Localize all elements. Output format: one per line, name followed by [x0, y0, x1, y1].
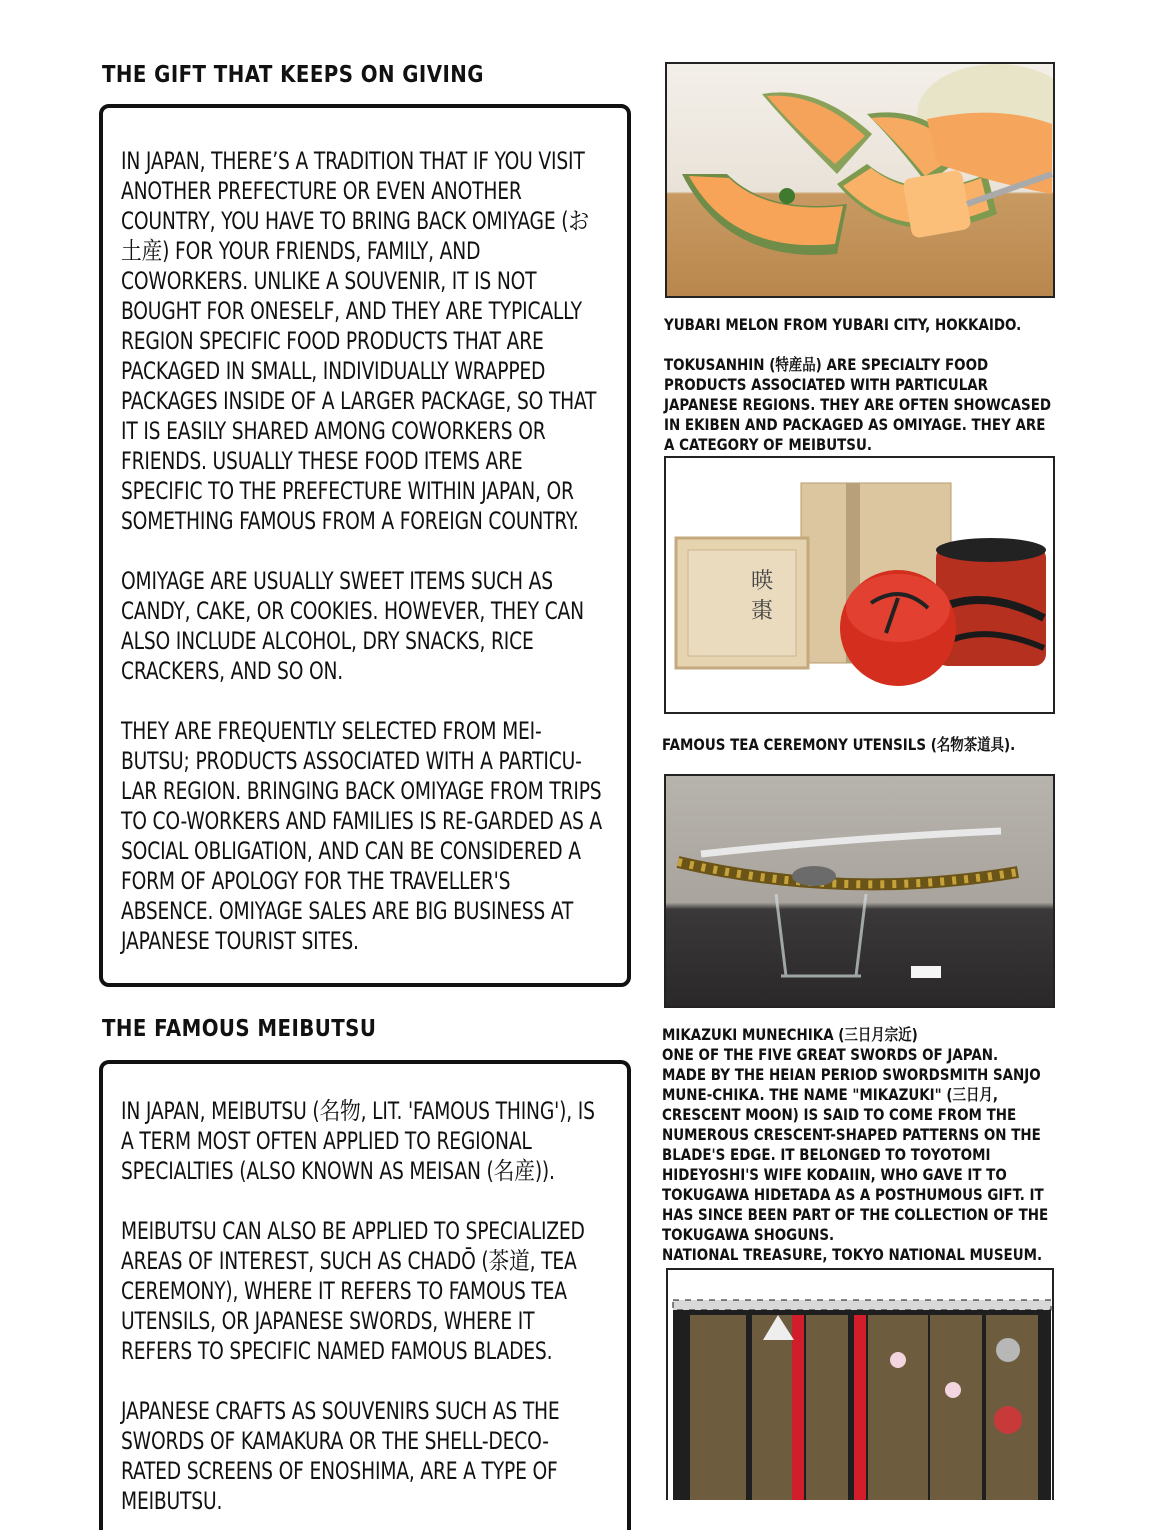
section-heading-gift: THE GIFT THAT KEEPS ON GIVING — [102, 62, 484, 88]
paragraph: IN JAPAN, THERE’S A TRADITION THAT IF YOU VISIT ANOTHER PREFECTURE OR EVEN ANOTHER COUNTRY, YOU HAVE TO BRING BACK OMIYAGE (お土産) FOR YOUR FRIENDS, FAMILY, AND COWORKERS. UNLIKE A SOUVENIR, IT IS NOT BOUGHT FOR ONESELF, AND THEY ARE TYPICALLY REGION SPECIFIC FOOD PRODUCTS THAT ARE PACKAGED IN SMALL, INDIVIDUALLY WRAPPED PACKAGES INSIDE OF A LARGER PACKAGE, SO THAT IT IS EASILY SHARED AMONG COWORKERS OR FRIENDS. USUALLY THESE FOOD ITEMS ARE SPECIFIC TO THE PREFECTURE WITHIN JAPAN, OR SOMETHING FAMOUS FROM A FOREIGN COUNTRY. — [121, 147, 597, 535]
folding-screen-photo — [666, 1268, 1054, 1500]
folding-screen-icon — [668, 1270, 1054, 1500]
paragraph: THEY ARE FREQUENTLY SELECTED FROM MEI-BUTSU; PRODUCTS ASSOCIATED WITH A PARTICU-LAR REGION. BRINGING BACK OMIYAGE FROM TRIPS TO CO-WORKERS AND FAMILIES IS RE-GARDED AS A SOCIAL OBLIGATION, AND CAN BE CONSIDERED A FORM OF APOLOGY FOR THE TRAVELLER'S ABSENCE. OMIYAGE SALES ARE BIG BUSINESS AT JAPANESE TOURIST SITES. — [121, 717, 603, 955]
caption-line: FAMOUS TEA CEREMONY UTENSILS (名物茶道具). — [662, 735, 1016, 754]
svg-text:暎: 暎 — [751, 569, 774, 594]
melon-slices-icon — [667, 64, 1055, 298]
caption-line: MADE BY THE HEIAN PERIOD SWORDSMITH SANJO MUNE-CHIKA. THE NAME "MIKAZUKI" (三日月, CRESCENT MOON) IS SAID TO COME FROM THE NUMEROUS CRESCENT-SHAPED PATTERNS ON THE BLADE'S EDGE. IT BELONGED TO TOYOTOMI HIDEYOSHI'S WIFE KODAIIN, WHO GAVE IT TO TOKUGAWA HIDETADA AS A POSTHUMOUS GIFT. IT HAS SINCE BEEN PART OF THE COLLECTION OF THE TOKUGAWA SHOGUNS. — [662, 1065, 1049, 1244]
caption-melon — [664, 315, 1059, 455]
tea-utensils-icon — [666, 458, 1055, 714]
paragraph: IN JAPAN, MEIBUTSU (名物, LIT. 'FAMOUS THING'), IS A TERM MOST OFTEN APPLIED TO REGIONAL SPECIALTIES (ALSO KNOWN AS MEISAN (名産)). — [121, 1097, 595, 1185]
text-panel-gift — [99, 104, 631, 987]
tachi-sword-icon — [666, 776, 1055, 1008]
section-heading-meibutsu: THE FAMOUS MEIBUTSU — [102, 1016, 377, 1042]
text-panel-meibutsu — [99, 1060, 631, 1530]
caption-tea — [662, 735, 1057, 755]
caption-line: ONE OF THE FIVE GREAT SWORDS OF JAPAN. — [662, 1045, 999, 1064]
caption-sword — [662, 1025, 1065, 1265]
caption-line: YUBARI MELON FROM YUBARI CITY, HOKKAIDO. — [664, 315, 1022, 334]
svg-text:棗: 棗 — [751, 599, 774, 624]
sword-photo — [664, 774, 1055, 1008]
caption-line: NATIONAL TREASURE, TOKYO NATIONAL MUSEUM. — [662, 1245, 1043, 1264]
caption-line: TOKUSANHIN (特産品) ARE SPECIALTY FOOD PRODUCTS ASSOCIATED WITH PARTICULAR JAPANESE REGIONS. THEY ARE OFTEN SHOWCASED IN EKIBEN AND PACKAGED AS OMIYAGE. THEY ARE A CATEGORY OF MEIBUTSU. — [664, 355, 1052, 454]
tea-utensils-photo — [664, 456, 1055, 714]
paragraph: MEIBUTSU CAN ALSO BE APPLIED TO SPECIALIZED AREAS OF INTEREST, SUCH AS CHADŌ (茶道, TEA CEREMONY), WHERE IT REFERS TO FAMOUS TEA UTENSILS, OR JAPANESE SWORDS, WHERE IT REFERS TO SPECIFIC NAMED FAMOUS BLADES. — [121, 1217, 585, 1365]
paragraph: OMIYAGE ARE USUALLY SWEET ITEMS SUCH AS CANDY, CAKE, OR COOKIES. HOWEVER, THEY CAN ALSO INCLUDE ALCOHOL, DRY SNACKS, RICE CRACKERS, AND SO ON. — [121, 567, 584, 685]
paragraph: JAPANESE CRAFTS AS SOUVENIRS SUCH AS THE SWORDS OF KAMAKURA OR THE SHELL-DECO-RATED SCREENS OF ENOSHIMA, ARE A TYPE OF MEIBUTSU. — [121, 1397, 560, 1515]
melon-photo — [665, 62, 1055, 298]
caption-line: MIKAZUKI MUNECHIKA (三日月宗近) — [662, 1025, 918, 1044]
